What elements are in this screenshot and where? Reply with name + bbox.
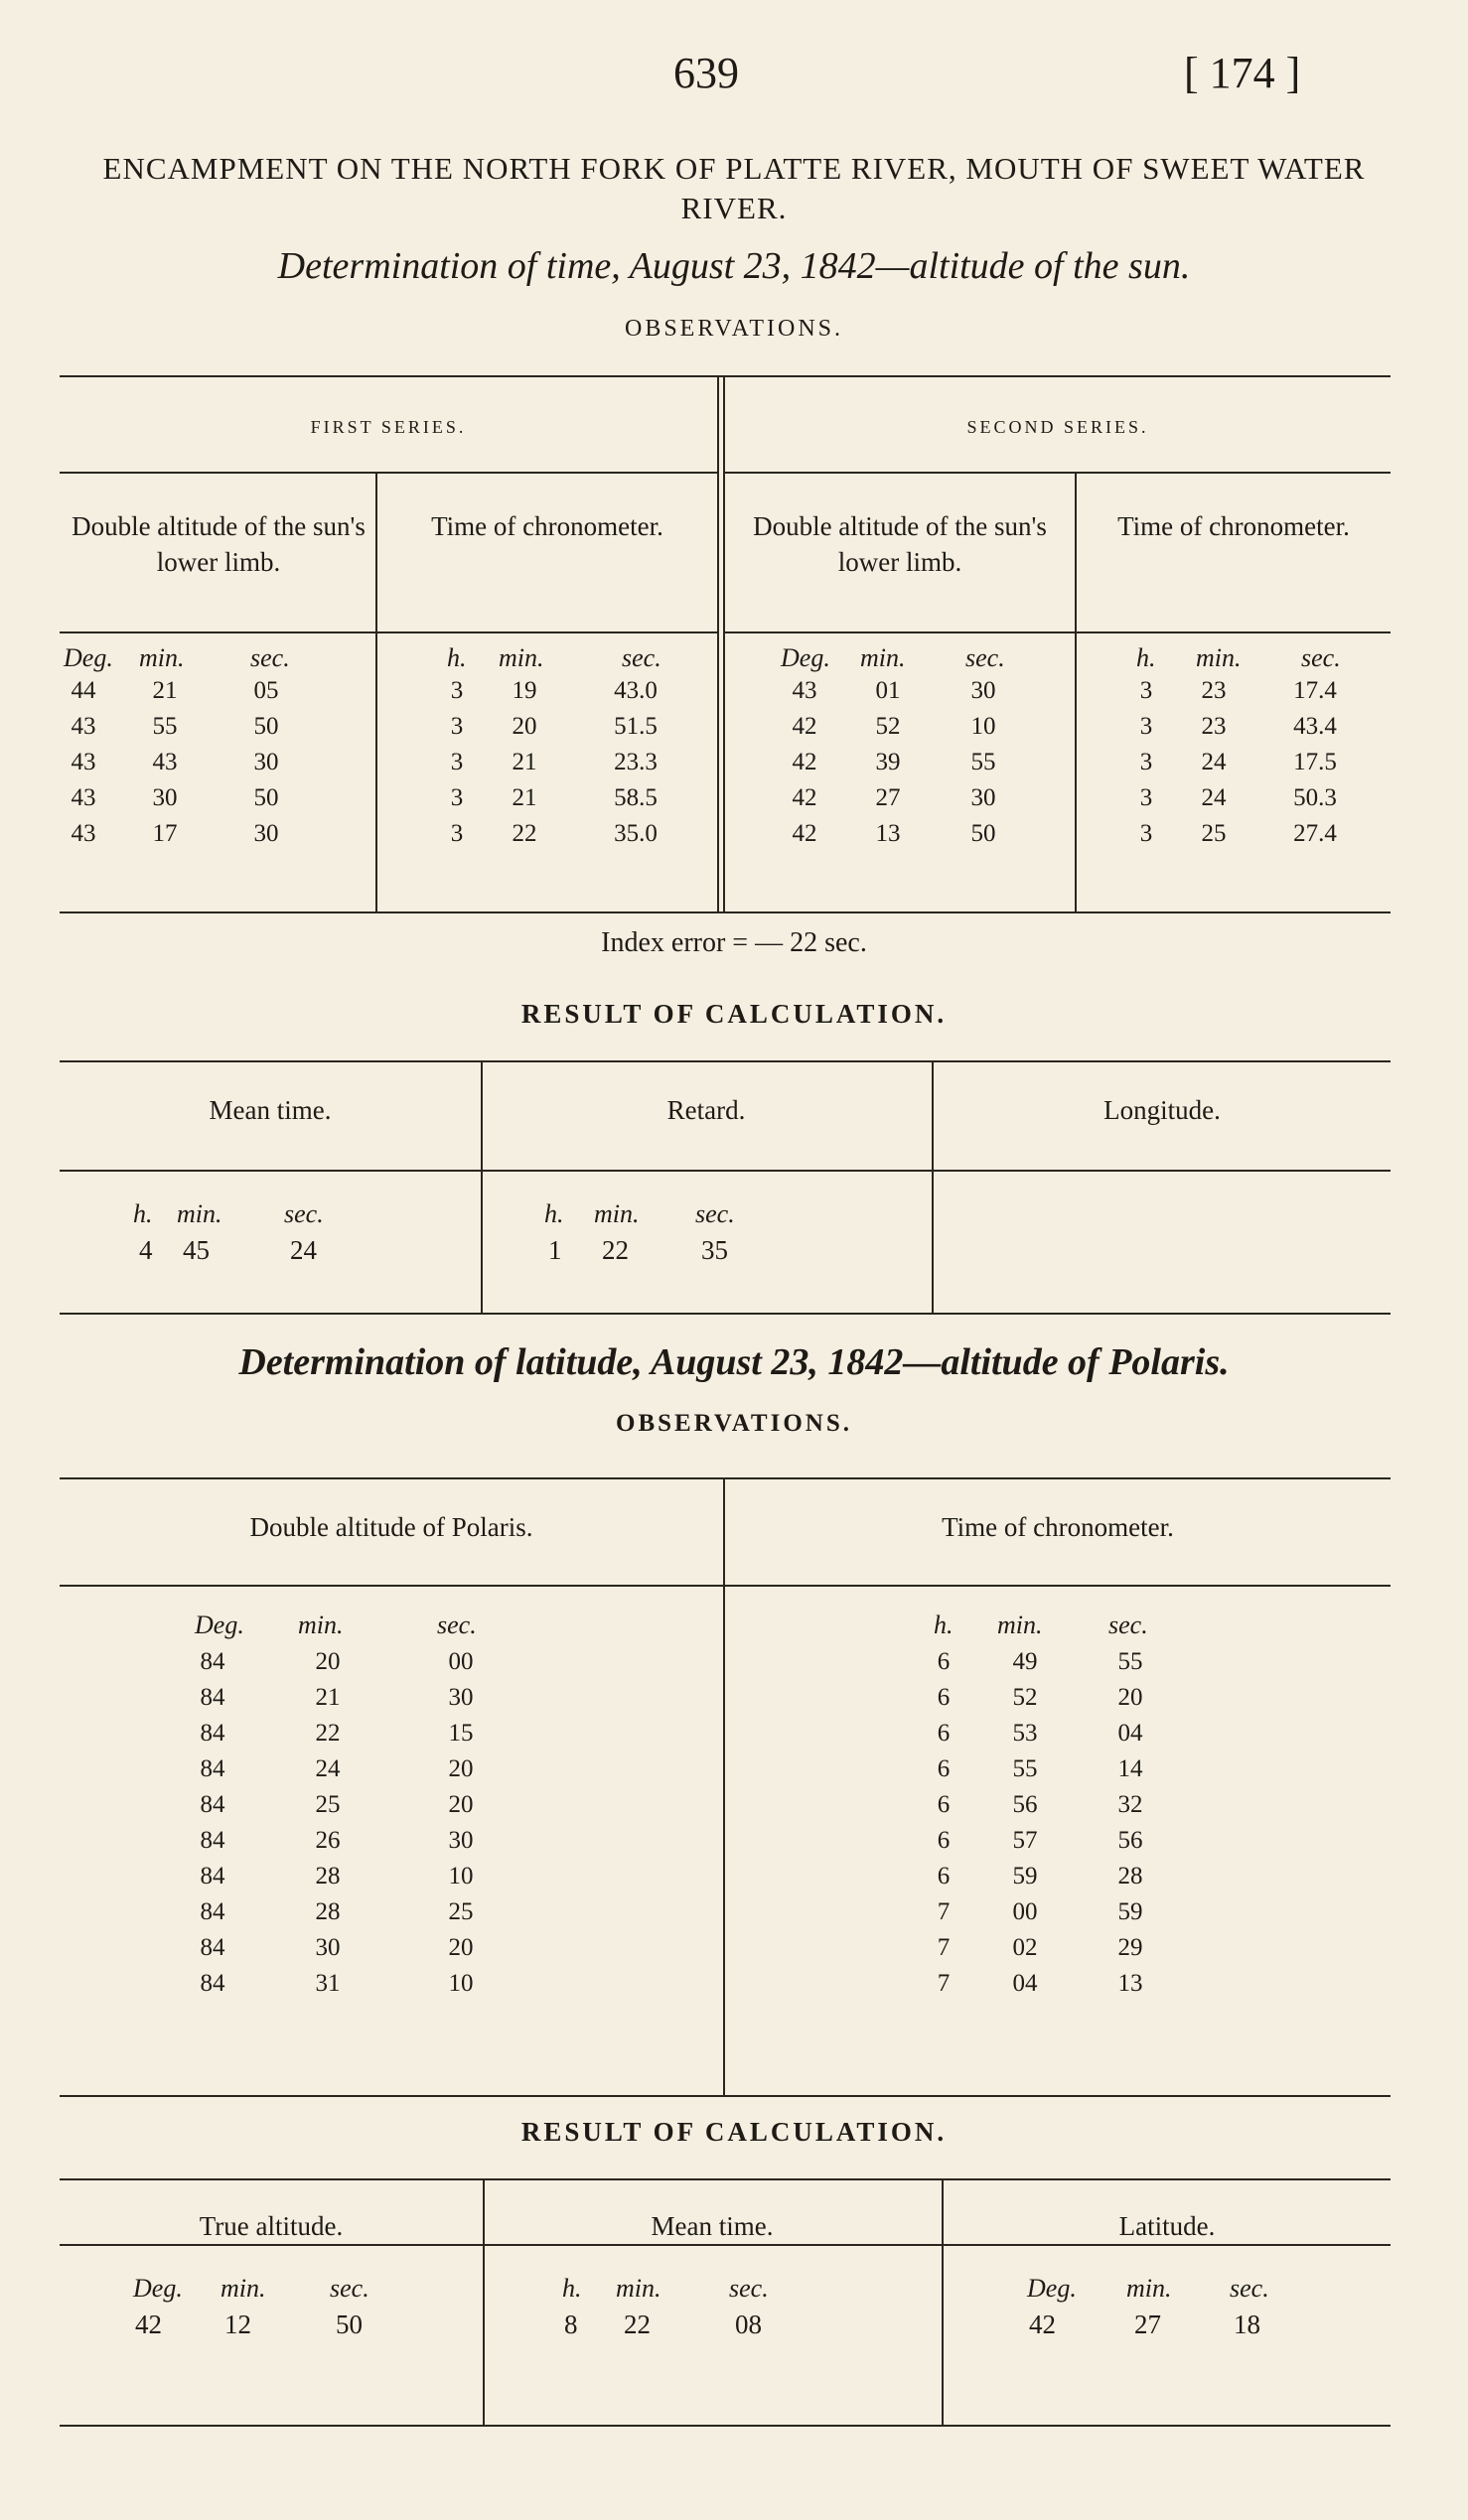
cell: 30 [253, 749, 279, 775]
result-label: RESULT OF CALCULATION. [520, 999, 948, 1029]
unit-deg: Deg. [781, 643, 830, 672]
cell: 10 [970, 713, 996, 740]
true-altitude-sec: 50 [336, 2310, 363, 2339]
true-altitude-deg: 42 [135, 2310, 162, 2339]
unit-min: min. [594, 1199, 640, 1228]
cell: 52 [1012, 1684, 1038, 1711]
cell: 3 [450, 784, 464, 811]
cell: 42 [792, 784, 817, 811]
cell: 58.5 [614, 784, 658, 811]
cell: 7 [937, 1970, 951, 1997]
unit-deg: Deg. [1027, 2274, 1077, 2303]
col-header-double-altitude: Double altitude of the sun's lower limb. [72, 511, 366, 577]
cell: 00 [448, 1648, 474, 1675]
rule [725, 472, 1391, 474]
cell: 6 [937, 1863, 951, 1890]
cell: 3 [1139, 784, 1153, 811]
cell: 17.5 [1293, 749, 1337, 775]
cell: 84 [200, 1863, 225, 1890]
cell: 20 [512, 713, 537, 740]
polaris-alt-min-column [300, 1644, 356, 2002]
cell: 84 [200, 1898, 225, 1925]
retard-h: 1 [548, 1235, 562, 1265]
observations-label: OBSERVATIONS. [624, 316, 843, 342]
time-determination-subtitle: Determination of time, August 23, 1842—altitude of the sun. [277, 245, 1191, 287]
polaris-time-h-column [924, 1644, 963, 2002]
cell: 55 [1117, 1648, 1143, 1675]
cell: 24 [1201, 784, 1227, 811]
series-divider [723, 375, 725, 911]
unit-sec: sec. [330, 2274, 369, 2303]
rule [60, 1585, 1391, 1587]
cell: 55 [1012, 1755, 1038, 1782]
cell: 50 [253, 713, 279, 740]
cell: 51.5 [614, 713, 658, 740]
first-alt-deg-column [56, 673, 111, 852]
unit-min: min. [177, 1199, 222, 1228]
cell: 42 [792, 713, 817, 740]
col-header-mean-time: Mean time. [209, 1095, 332, 1125]
cell: 57 [1012, 1827, 1038, 1854]
col-header-chronometer: Time of chronometer. [1117, 511, 1350, 541]
unit-sec: sec. [729, 2274, 769, 2303]
cell: 56 [1117, 1827, 1143, 1854]
cell: 39 [875, 749, 901, 775]
cell: 3 [450, 677, 464, 704]
cell: 02 [1012, 1934, 1038, 1961]
unit-min: min. [1126, 2274, 1172, 2303]
cell: 7 [937, 1934, 951, 1961]
cell: 01 [875, 677, 901, 704]
cell: 3 [450, 749, 464, 775]
unit-sec: sec. [695, 1199, 735, 1228]
cell: 26 [315, 1827, 341, 1854]
second-time-sec-column [1275, 673, 1355, 852]
cell: 43 [71, 820, 96, 847]
cell: 3 [1139, 749, 1153, 775]
col-header-double-altitude-polaris: Double altitude of Polaris. [249, 1512, 533, 1542]
cell: 84 [200, 1934, 225, 1961]
cell: 10 [448, 1970, 474, 1997]
cell: 84 [200, 1755, 225, 1782]
mean-time-h: 8 [564, 2310, 578, 2339]
cell: 27.4 [1293, 820, 1337, 847]
col-header-true-altitude: True altitude. [199, 2211, 344, 2241]
cell: 28 [315, 1863, 341, 1890]
cell: 00 [1012, 1898, 1038, 1925]
unit-sec: sec. [1108, 1610, 1148, 1639]
cell: 14 [1117, 1755, 1143, 1782]
rule [60, 1060, 1391, 1062]
cell: 84 [200, 1791, 225, 1818]
col-header-double-altitude: Double altitude of the sun's lower limb. [753, 511, 1047, 577]
cell: 24 [315, 1755, 341, 1782]
cell: 23 [1201, 713, 1227, 740]
cell: 21 [152, 677, 178, 704]
unit-min: min. [298, 1610, 344, 1639]
cell: 04 [1117, 1720, 1143, 1747]
rule [725, 631, 1391, 633]
cell: 20 [448, 1934, 474, 1961]
rule [60, 2095, 1391, 2097]
cell: 21 [512, 784, 537, 811]
rule [60, 911, 1391, 913]
polaris-time-sec-column [1102, 1644, 1158, 2002]
cell: 28 [1117, 1863, 1143, 1890]
first-series-label: FIRST SERIES. [310, 417, 467, 437]
cell: 22 [315, 1720, 341, 1747]
cell: 44 [71, 677, 96, 704]
cell: 21 [512, 749, 537, 775]
first-time-min-column [497, 673, 552, 852]
rule [60, 1477, 1391, 1479]
cell: 30 [448, 1827, 474, 1854]
unit-sec: sec. [284, 1199, 324, 1228]
cell: 43 [71, 749, 96, 775]
col-header-latitude: Latitude. [1118, 2211, 1216, 2241]
second-alt-min-column [860, 673, 916, 852]
cell: 04 [1012, 1970, 1038, 1997]
polaris-time-min-column [997, 1644, 1053, 2002]
cell: 20 [448, 1791, 474, 1818]
rule [60, 1313, 1391, 1315]
cell: 43 [152, 749, 178, 775]
cell: 84 [200, 1720, 225, 1747]
cell: 19 [512, 677, 537, 704]
unit-h: h. [934, 1610, 954, 1639]
cell: 15 [448, 1720, 474, 1747]
cell: 30 [253, 820, 279, 847]
cell: 35.0 [614, 820, 658, 847]
index-error: Index error = — 22 sec. [601, 927, 867, 958]
cell: 43.4 [1293, 713, 1337, 740]
unit-h: h. [562, 2274, 582, 2303]
unit-sec: sec. [437, 1610, 477, 1639]
latitude-determination-subtitle: Determination of latitude, August 23, 1842—altitude of Polaris. [238, 1341, 1230, 1383]
col-header-retard: Retard. [666, 1095, 746, 1125]
page-title: ENCAMPMENT ON THE NORTH FORK OF PLATTE RIVER, MOUTH OF SWEET WATER RIVER. [102, 151, 1366, 225]
cell: 84 [200, 1648, 225, 1675]
cell: 50.3 [1293, 784, 1337, 811]
cell: 31 [315, 1970, 341, 1997]
rule [60, 2425, 1391, 2427]
cell: 20 [1117, 1684, 1143, 1711]
series-divider [717, 375, 719, 911]
cell: 6 [937, 1684, 951, 1711]
cell: 24 [1201, 749, 1227, 775]
cell: 30 [970, 677, 996, 704]
rule [60, 2244, 1391, 2246]
cell: 6 [937, 1791, 951, 1818]
cell: 59 [1012, 1863, 1038, 1890]
rule [60, 472, 717, 474]
observations-label: OBSERVATIONS. [616, 1410, 852, 1437]
unit-deg: Deg. [133, 2274, 183, 2303]
result-label: RESULT OF CALCULATION. [520, 2117, 948, 2147]
cell: 28 [315, 1898, 341, 1925]
true-altitude-min: 12 [224, 2310, 251, 2339]
first-alt-sec-column [238, 673, 294, 852]
unit-min: min. [997, 1610, 1043, 1639]
col-header-mean-time: Mean time. [651, 2211, 774, 2241]
cell: 43 [71, 713, 96, 740]
cell: 13 [875, 820, 901, 847]
first-alt-min-column [137, 673, 193, 852]
cell: 53 [1012, 1720, 1038, 1747]
second-series-label: SECOND SERIES. [966, 417, 1149, 437]
unit-min: min. [139, 643, 185, 672]
second-time-h-column [1126, 673, 1166, 852]
cell: 10 [448, 1863, 474, 1890]
cell: 30 [448, 1684, 474, 1711]
unit-deg: Deg. [64, 643, 113, 672]
cell: 30 [970, 784, 996, 811]
mean-time-sec: 08 [735, 2310, 762, 2339]
second-alt-sec-column [955, 673, 1011, 852]
unit-min: min. [860, 643, 906, 672]
cell: 3 [1139, 677, 1153, 704]
cell: 25 [448, 1898, 474, 1925]
cell: 3 [1139, 713, 1153, 740]
rule [60, 1170, 1391, 1172]
unit-min: min. [220, 2274, 266, 2303]
retard-sec: 35 [701, 1235, 728, 1265]
cell: 55 [970, 749, 996, 775]
latitude-min: 27 [1134, 2310, 1161, 2339]
cell: 30 [152, 784, 178, 811]
mean-time-min: 22 [624, 2310, 651, 2339]
cell: 20 [315, 1648, 341, 1675]
cell: 59 [1117, 1898, 1143, 1925]
cell: 25 [1201, 820, 1227, 847]
cell: 17.4 [1293, 677, 1337, 704]
polaris-alt-deg-column [185, 1644, 240, 2002]
cell: 42 [792, 749, 817, 775]
cell: 13 [1117, 1970, 1143, 1997]
cell: 56 [1012, 1791, 1038, 1818]
mean-time-h: 4 [139, 1235, 153, 1265]
column-divider [723, 1477, 725, 2095]
unit-sec: sec. [1301, 643, 1341, 672]
cell: 84 [200, 1684, 225, 1711]
cell: 17 [152, 820, 178, 847]
page-number-left: 639 [673, 49, 739, 97]
unit-h: h. [544, 1199, 564, 1228]
unit-sec: sec. [1230, 2274, 1269, 2303]
unit-sec: sec. [250, 643, 290, 672]
cell: 32 [1117, 1791, 1143, 1818]
cell: 3 [450, 820, 464, 847]
cell: 30 [315, 1934, 341, 1961]
cell: 27 [875, 784, 901, 811]
cell: 3 [1139, 820, 1153, 847]
cell: 29 [1117, 1934, 1143, 1961]
cell: 22 [512, 820, 537, 847]
unit-min: min. [1196, 643, 1242, 672]
cell: 42 [792, 820, 817, 847]
cell: 43 [71, 784, 96, 811]
cell: 21 [315, 1684, 341, 1711]
polaris-alt-sec-column [433, 1644, 489, 2002]
latitude-sec: 18 [1234, 2310, 1260, 2339]
unit-deg: Deg. [195, 1610, 244, 1639]
unit-sec: sec. [622, 643, 661, 672]
unit-min: min. [616, 2274, 661, 2303]
cell: 6 [937, 1648, 951, 1675]
cell: 25 [315, 1791, 341, 1818]
cell: 84 [200, 1970, 225, 1997]
second-alt-deg-column [777, 673, 832, 852]
cell: 43.0 [614, 677, 658, 704]
cell: 43 [792, 677, 817, 704]
cell: 84 [200, 1827, 225, 1854]
latitude-deg: 42 [1029, 2310, 1056, 2339]
unit-h: h. [1136, 643, 1156, 672]
unit-sec: sec. [965, 643, 1005, 672]
col-header-longitude: Longitude. [1103, 1095, 1221, 1125]
cell: 7 [937, 1898, 951, 1925]
cell: 6 [937, 1755, 951, 1782]
col-header-chronometer: Time of chronometer. [431, 511, 663, 541]
first-time-sec-column [596, 673, 675, 852]
cell: 52 [875, 713, 901, 740]
cell: 50 [970, 820, 996, 847]
col-header-chronometer: Time of chronometer. [942, 1512, 1174, 1542]
unit-h: h. [447, 643, 467, 672]
first-time-h-column [437, 673, 477, 852]
cell: 49 [1012, 1648, 1038, 1675]
cell: 05 [253, 677, 279, 704]
page-number-right: [ 174 ] [1184, 49, 1301, 97]
cell: 50 [253, 784, 279, 811]
cell: 23.3 [614, 749, 658, 775]
mean-time-sec: 24 [290, 1235, 317, 1265]
cell: 55 [152, 713, 178, 740]
retard-min: 22 [602, 1235, 629, 1265]
unit-h: h. [133, 1199, 153, 1228]
cell: 3 [450, 713, 464, 740]
unit-min: min. [499, 643, 544, 672]
cell: 6 [937, 1720, 951, 1747]
cell: 23 [1201, 677, 1227, 704]
cell: 20 [448, 1755, 474, 1782]
rule [60, 631, 717, 633]
rule [60, 375, 1391, 377]
mean-time-min: 45 [183, 1235, 210, 1265]
second-time-min-column [1186, 673, 1242, 852]
cell: 6 [937, 1827, 951, 1854]
